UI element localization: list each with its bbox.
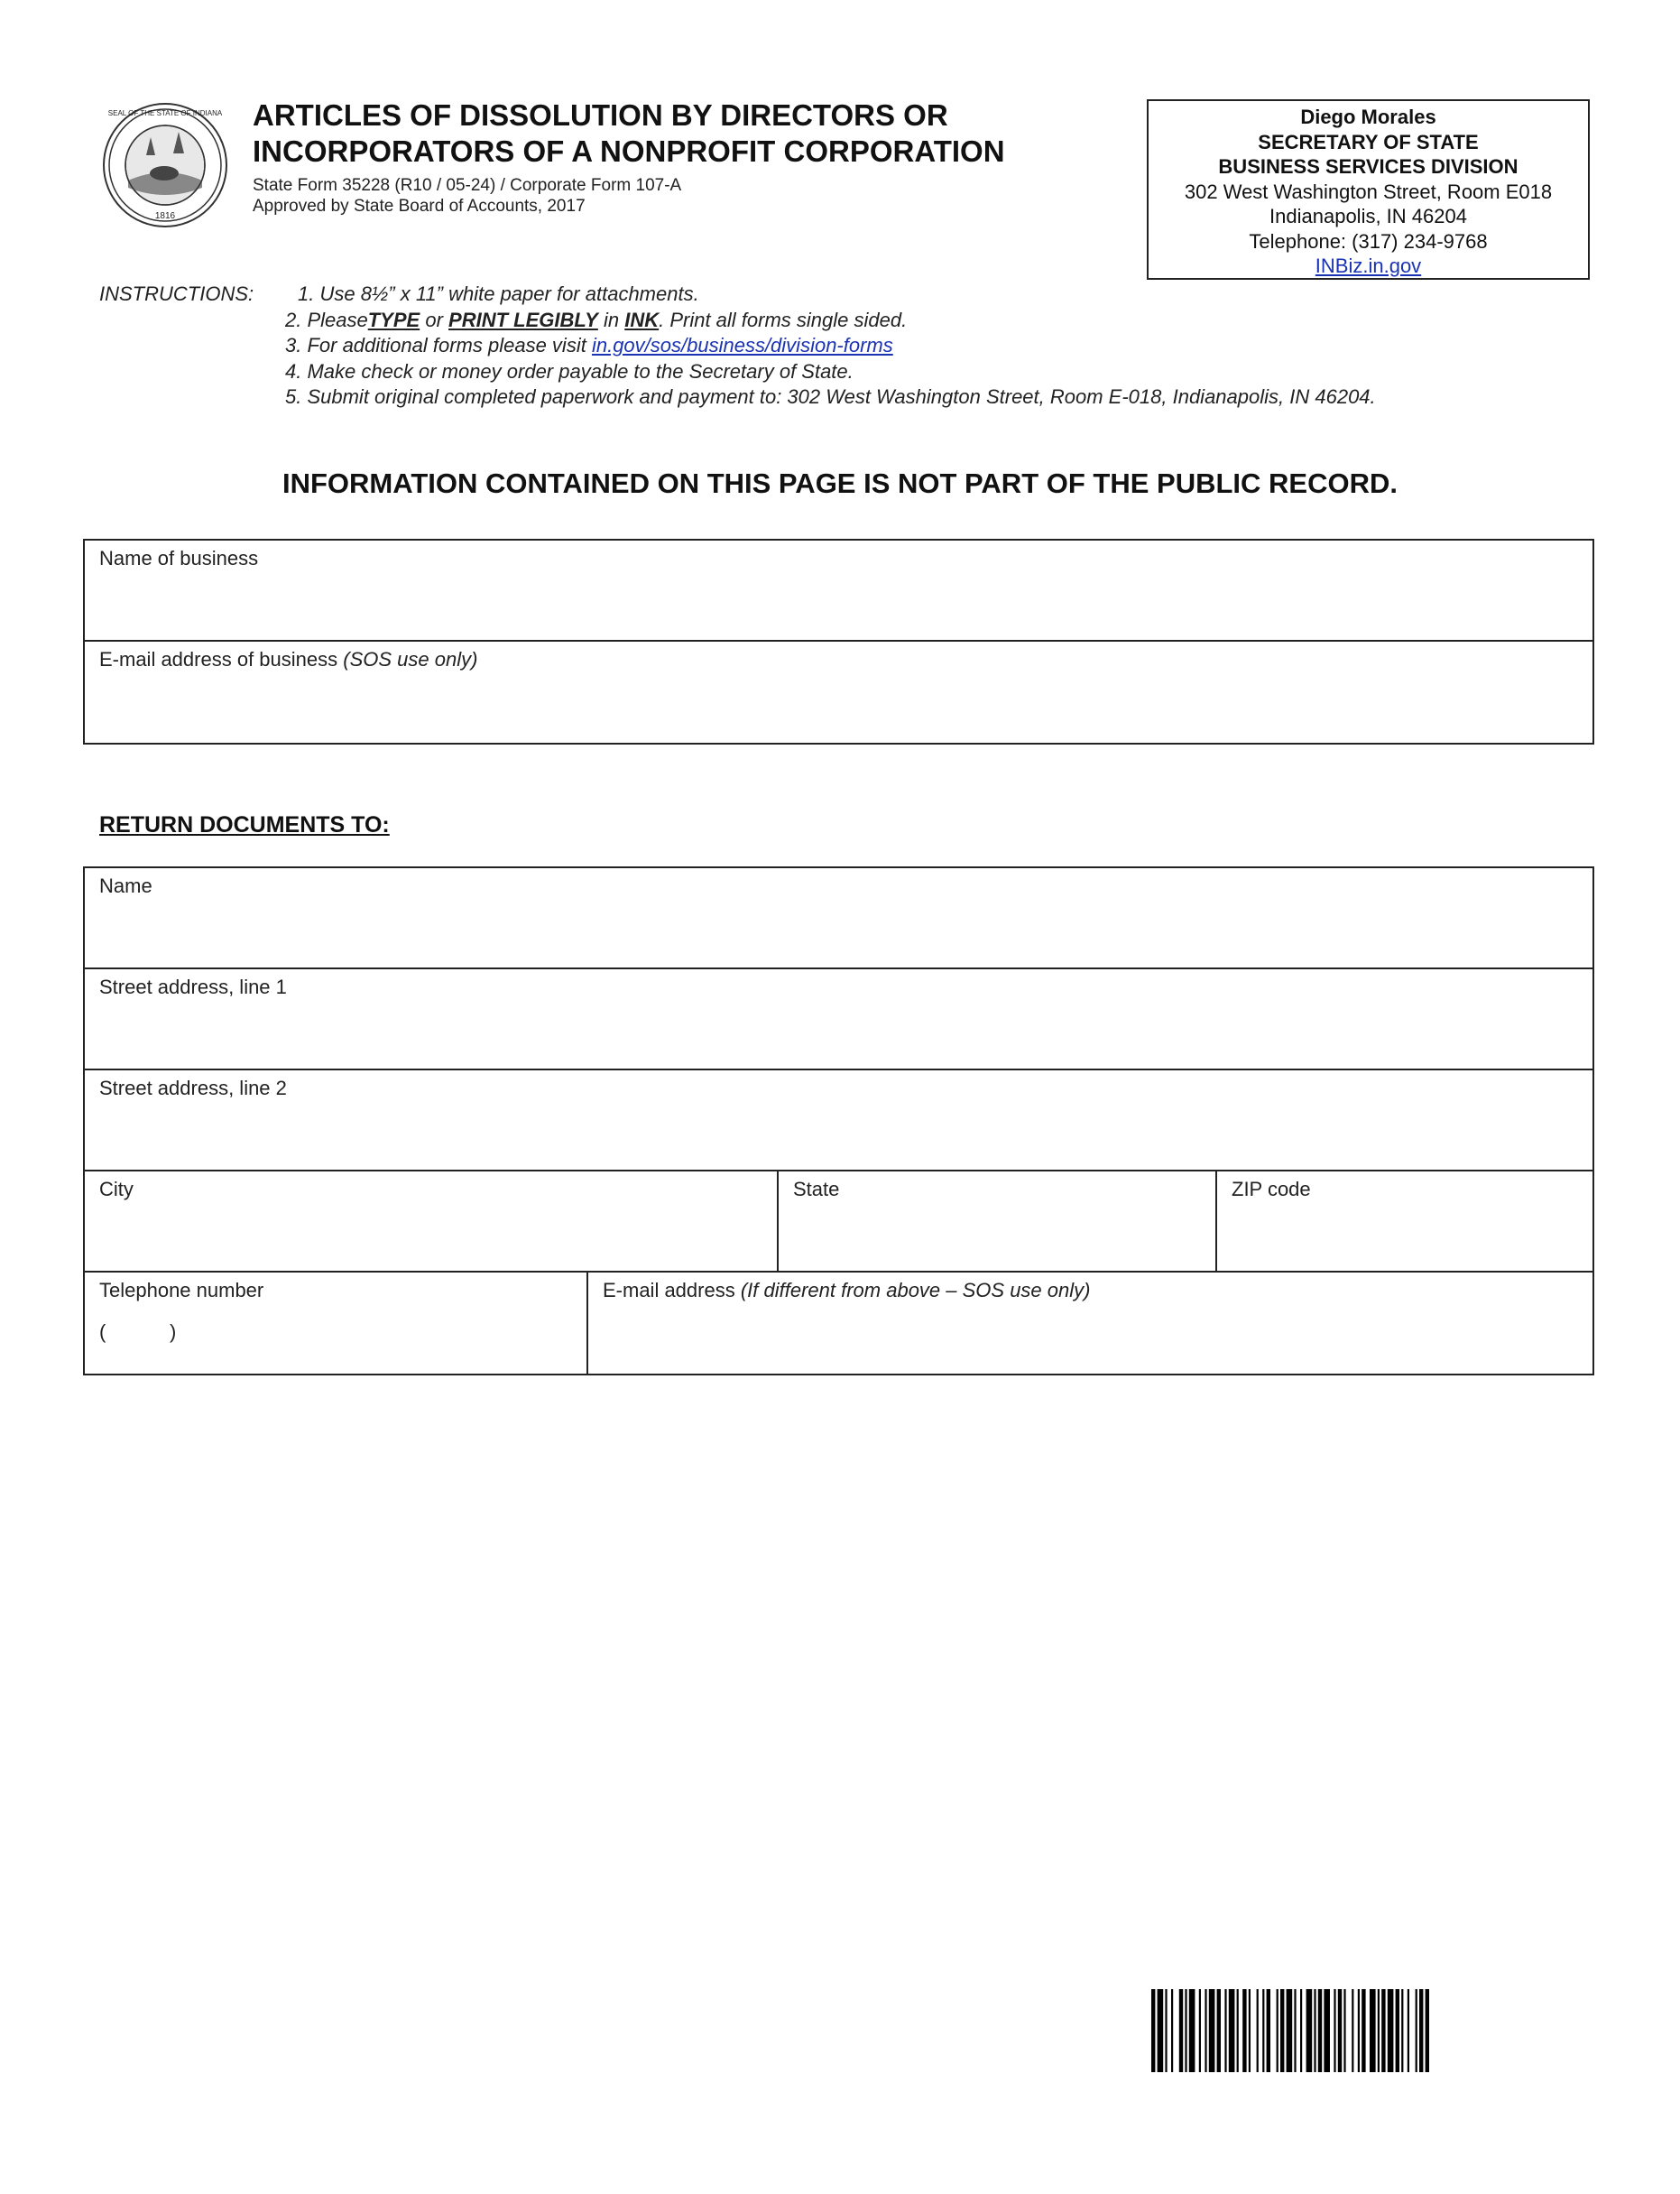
barcode-bar (1396, 1989, 1399, 2072)
barcode-bar (1352, 1989, 1353, 2072)
form-title-line1: ARTICLES OF DISSOLUTION BY DIRECTORS OR (253, 98, 948, 132)
barcode-bar (1324, 1989, 1330, 2072)
instruction-2: 2. PleaseTYPE or PRINT LEGIBLY in INK. Print all forms single sided. (285, 308, 908, 331)
business-name-field[interactable] (85, 541, 1592, 640)
barcode-bar (1401, 1989, 1403, 2072)
barcode-bar (1408, 1989, 1409, 2072)
sos-name: Diego Morales (1300, 106, 1436, 128)
return-documents-box (83, 866, 1594, 1375)
barcode-bar (1314, 1989, 1315, 2072)
barcode-bar (1343, 1989, 1345, 2072)
business-email-note: (SOS use only) (343, 648, 478, 671)
return-name-field[interactable] (85, 868, 1592, 967)
barcode-bar (1209, 1989, 1215, 2072)
seal-ring-text: SEAL OF THE STATE OF INDIANA (107, 109, 223, 117)
barcode-bar (1199, 1989, 1201, 2072)
instructions-label: INSTRUCTIONS: (99, 282, 254, 305)
city-label: City (99, 1178, 134, 1200)
business-name-label: Name of business (99, 547, 259, 569)
barcode-bar (1419, 1989, 1423, 2072)
return-email-note: (If different from above – SOS use only) (740, 1279, 1091, 1301)
business-email-field[interactable] (85, 642, 1592, 743)
barcode-bar (1185, 1989, 1186, 2072)
sos-division: BUSINESS SERVICES DIVISION (1218, 155, 1518, 178)
return-documents-heading: RETURN DOCUMENTS TO: (99, 812, 390, 838)
barcode-bar (1338, 1989, 1342, 2072)
business-info-box (83, 539, 1594, 745)
state-label: State (793, 1178, 840, 1200)
form-title-line2: INCORPORATORS OF A NONPROFIT CORPORATION (253, 134, 1005, 168)
return-email-label: E-mail address (603, 1279, 735, 1301)
form-number: State Form 35228 (R10 / 05-24) / Corporate Form 107-A (253, 176, 682, 195)
barcode-bar (1237, 1989, 1239, 2072)
barcode-bar (1257, 1989, 1259, 2072)
street-address-1-label: Street address, line 1 (99, 976, 287, 998)
street-address-2-field[interactable] (85, 1070, 1592, 1170)
zip-code-label: ZIP code (1232, 1178, 1311, 1200)
barcode-bar (1287, 1989, 1293, 2072)
barcode-bar (1358, 1989, 1360, 2072)
sos-contact-box (1147, 99, 1590, 280)
sos-phone: Telephone: (317) 234-9768 (1249, 229, 1488, 253)
instruction-5: 5. Submit original completed paperwork and payment to: 302 West Washington Street, Room E-018, Indianapolis, IN 46204. (285, 385, 1376, 408)
barcode-bar (1426, 1989, 1429, 2072)
instruction-1: 1. Use 8½” x 11” white paper for attachments. (298, 282, 699, 305)
barcode-bar (1381, 1989, 1385, 2072)
division-forms-link[interactable]: in.gov/sos/business/division-forms (591, 334, 893, 356)
public-record-notice: INFORMATION CONTAINED ON THIS PAGE IS NOT PART OF THE PUBLIC RECORD. (282, 467, 1398, 499)
barcode (1151, 1989, 1548, 2072)
barcode-bar (1229, 1989, 1235, 2072)
barcode-bar (1189, 1989, 1195, 2072)
telephone-field[interactable] (85, 1273, 588, 1374)
barcode-bar (1158, 1989, 1164, 2072)
return-email-field[interactable] (588, 1273, 1592, 1374)
telephone-label: Telephone number (99, 1279, 264, 1301)
barcode-bar (1171, 1989, 1173, 2072)
barcode-bar (1217, 1989, 1221, 2072)
barcode-bar (1294, 1989, 1296, 2072)
form-approval: Approved by State Board of Accounts, 2017 (253, 197, 586, 216)
street-address-2-label: Street address, line 2 (99, 1077, 287, 1099)
barcode-bar (1300, 1989, 1302, 2072)
area-code-parens: ( ) (99, 1320, 177, 1343)
seal-year: 1816 (154, 211, 176, 221)
sos-street: 302 West Washington Street, Room E018 (1184, 180, 1553, 203)
barcode-bar (1416, 1989, 1417, 2072)
zip-code-field[interactable] (1217, 1171, 1592, 1271)
barcode-bar (1334, 1989, 1335, 2072)
sos-website-link[interactable]: INBiz.in.gov (1315, 255, 1422, 277)
barcode-bar (1370, 1989, 1376, 2072)
barcode-bar (1179, 1989, 1183, 2072)
barcode-bar (1205, 1989, 1206, 2072)
instruction-3: 3. For additional forms please visit in.gov/sos/business/division-forms (285, 334, 893, 356)
form-title-block (253, 97, 1065, 217)
barcode-bar (1262, 1989, 1264, 2072)
street-address-1-field[interactable] (85, 969, 1592, 1069)
indiana-state-seal (101, 101, 229, 229)
barcode-bar (1306, 1989, 1313, 2072)
instruction-4: 4. Make check or money order payable to the Secretary of State. (285, 359, 854, 383)
barcode-bar (1280, 1989, 1284, 2072)
barcode-bar (1249, 1989, 1251, 2072)
barcode-bar (1267, 1989, 1270, 2072)
city-field[interactable] (85, 1171, 779, 1271)
barcode-bar (1277, 1989, 1278, 2072)
state-field[interactable] (779, 1171, 1217, 1271)
barcode-bar (1242, 1989, 1246, 2072)
sos-city: Indianapolis, IN 46204 (1269, 205, 1467, 227)
barcode-bar (1318, 1989, 1322, 2072)
form-title (253, 97, 1065, 170)
barcode-bar (1388, 1989, 1394, 2072)
instructions (99, 282, 1633, 411)
sos-office: SECRETARY OF STATE (1258, 130, 1479, 153)
return-name-label: Name (99, 875, 152, 897)
barcode-bar (1151, 1989, 1155, 2072)
business-email-label: E-mail address of business (99, 648, 338, 671)
barcode-bar (1165, 1989, 1167, 2072)
barcode-bar (1362, 1989, 1365, 2072)
barcode-bar (1378, 1989, 1380, 2072)
barcode-bar (1224, 1989, 1226, 2072)
